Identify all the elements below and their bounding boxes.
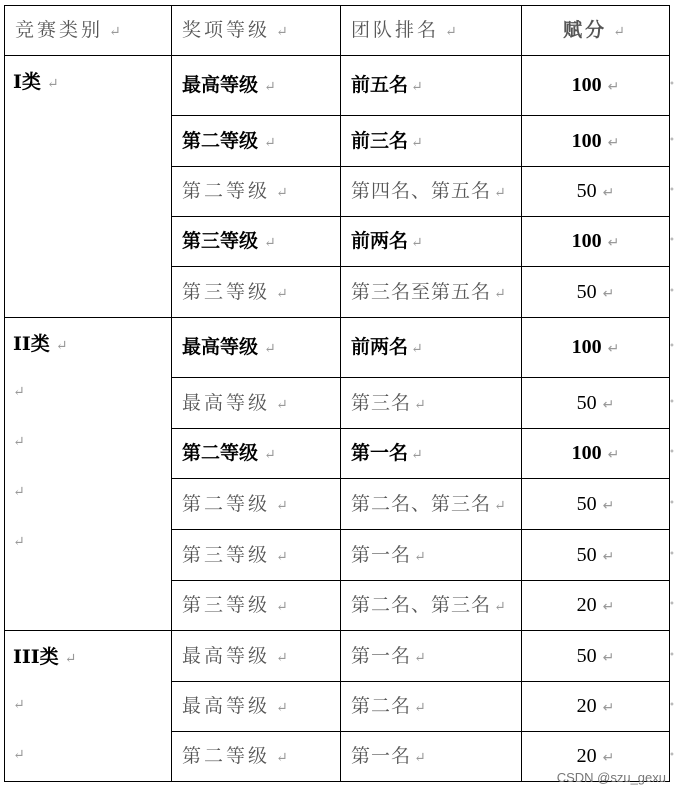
score-value-text: 20 <box>576 594 597 616</box>
return-mark-icon: ↵ <box>607 135 620 151</box>
return-mark-icon: ↵ <box>55 338 68 354</box>
award-level <box>182 543 291 569</box>
header-rank <box>340 5 522 56</box>
return-mark-icon: ↵ <box>264 447 276 463</box>
return-mark-icon: ↵ <box>264 341 276 357</box>
score-value-text: 20 <box>576 745 597 767</box>
header-score-label <box>522 18 669 44</box>
level-cell <box>171 166 341 217</box>
score-value-text: 100 <box>571 129 602 152</box>
score-value <box>522 73 669 100</box>
team-rank-text: 前两名 <box>351 230 409 252</box>
score-value-text: 50 <box>576 280 597 303</box>
return-mark-icon: ↵ <box>411 341 423 357</box>
score-value-text: 50 <box>576 492 597 515</box>
score-cell <box>521 55 670 116</box>
return-mark-icon: ↵ <box>602 186 615 201</box>
score-value-text: 100 <box>571 442 602 464</box>
return-mark-icon: ↵ <box>602 650 615 666</box>
team-rank <box>351 744 427 770</box>
award-level-text: 最高等级 <box>182 644 271 667</box>
return-mark-icon: ↵ <box>13 384 25 400</box>
return-mark-icon: ↵ <box>276 396 291 413</box>
score-value <box>522 335 669 362</box>
return-mark-icon: ↵ <box>64 651 77 667</box>
award-level-text: 最高等级 <box>182 336 259 358</box>
return-mark-icon: ↵ <box>607 80 620 95</box>
level-cell <box>171 478 341 530</box>
return-mark-icon: ↵ <box>109 24 124 40</box>
award-level-text: 第三等级 <box>182 280 271 303</box>
category-label <box>13 645 76 671</box>
award-level-text: 第三等级 <box>182 594 271 616</box>
award-level <box>182 229 276 255</box>
score-value <box>522 492 669 519</box>
category-label-text: I类 <box>13 71 41 93</box>
return-mark-icon: ↵ <box>602 549 615 565</box>
level-cell <box>171 630 341 682</box>
return-mark-icon: ↵ <box>13 747 25 763</box>
award-level-text: 最高等级 <box>182 74 259 96</box>
edge-mark-icon: • <box>669 79 675 90</box>
return-mark-icon: ↵ <box>607 448 620 463</box>
score-value <box>522 644 669 671</box>
header-level-label-text: 奖项等级 <box>182 19 271 41</box>
return-mark-icon: ↵ <box>276 285 291 302</box>
score-cell <box>521 377 670 429</box>
score-cell <box>521 630 670 682</box>
edge-mark-icon: • <box>669 396 675 408</box>
score-cell <box>521 266 670 318</box>
score-value-text: 20 <box>576 695 597 717</box>
award-level-text: 最高等级 <box>182 695 271 717</box>
return-mark-icon: ↵ <box>602 286 615 302</box>
edge-mark-icon: • <box>669 447 675 458</box>
category-label-text: II类 <box>13 333 50 355</box>
rank-cell <box>340 681 522 732</box>
header-rank-label-text: 团队排名 <box>351 19 440 41</box>
score-value <box>522 543 669 570</box>
category-cell <box>4 630 172 782</box>
rank-cell <box>340 478 522 530</box>
return-mark-icon: ↵ <box>411 235 423 251</box>
level-cell <box>171 428 341 479</box>
award-level <box>182 694 291 720</box>
team-rank-text: 第一名 <box>351 644 412 667</box>
rank-cell <box>340 731 522 782</box>
score-value <box>522 593 669 620</box>
header-level-label <box>182 18 291 44</box>
return-mark-icon: ↵ <box>414 750 427 766</box>
score-value <box>522 441 669 468</box>
return-mark-icon: ↵ <box>46 76 59 92</box>
return-mark-icon: ↵ <box>276 548 291 565</box>
score-value <box>522 229 669 256</box>
score-value-text: 100 <box>571 74 602 96</box>
return-mark-icon: ↵ <box>445 24 460 40</box>
team-rank <box>351 229 423 255</box>
team-rank-text: 第三名至第五名 <box>351 280 492 303</box>
team-rank <box>351 593 507 619</box>
team-rank <box>351 73 423 99</box>
level-cell <box>171 731 341 782</box>
score-cell <box>521 166 670 217</box>
return-mark-icon: ↵ <box>602 701 615 716</box>
category-label-text: III类 <box>13 646 59 668</box>
award-level-text: 第三等级 <box>182 543 271 566</box>
return-mark-icon: ↵ <box>13 484 25 500</box>
rank-cell <box>340 580 522 631</box>
level-cell <box>171 216 341 267</box>
rank-cell <box>340 428 522 479</box>
edge-mark-icon: • <box>669 599 675 610</box>
return-mark-icon: ↵ <box>602 397 615 413</box>
return-mark-icon: ↵ <box>613 24 628 40</box>
return-mark-icon: ↵ <box>411 79 423 95</box>
award-level-text: 第二等级 <box>182 745 271 767</box>
category-label <box>13 70 59 96</box>
award-level-text: 第三等级 <box>182 230 259 252</box>
category-label <box>13 332 68 358</box>
score-value-text: 50 <box>576 391 597 414</box>
category-cell <box>4 55 172 318</box>
return-mark-icon: ↵ <box>494 599 507 615</box>
score-value <box>522 129 669 156</box>
return-mark-icon: ↵ <box>414 649 427 666</box>
header-score <box>521 5 670 56</box>
edge-mark-icon: • <box>669 700 675 711</box>
rank-cell <box>340 166 522 217</box>
rank-cell <box>340 630 522 682</box>
return-mark-icon: ↵ <box>411 134 423 151</box>
team-rank-text: 前三名 <box>351 129 409 152</box>
rank-cell <box>340 266 522 318</box>
score-value-text: 50 <box>576 644 597 667</box>
team-rank <box>351 391 427 417</box>
return-mark-icon: ↵ <box>602 600 615 615</box>
edge-mark-icon: • <box>669 185 675 196</box>
team-rank-text: 前两名 <box>351 336 409 358</box>
team-rank-text: 第三名 <box>351 391 412 414</box>
team-rank <box>351 543 427 569</box>
score-value <box>522 280 669 307</box>
header-score-label-text: 赋分 <box>563 19 608 41</box>
award-level <box>182 335 276 361</box>
score-value <box>522 179 669 206</box>
team-rank-text: 第二名、第三名 <box>351 492 492 515</box>
return-mark-icon: ↵ <box>411 447 423 463</box>
return-mark-icon: ↵ <box>414 396 427 413</box>
level-cell <box>171 681 341 732</box>
award-level <box>182 391 291 417</box>
return-mark-icon: ↵ <box>494 285 507 302</box>
return-mark-icon: ↵ <box>276 497 291 514</box>
score-cell <box>521 478 670 530</box>
return-mark-icon: ↵ <box>276 649 291 666</box>
award-level <box>182 129 276 155</box>
team-rank-text: 第四名、第五名 <box>351 180 492 202</box>
edge-mark-icon: • <box>669 134 675 146</box>
level-cell <box>171 317 341 378</box>
score-cell <box>521 115 670 167</box>
score-cell <box>521 529 670 581</box>
team-rank <box>351 694 427 720</box>
level-cell <box>171 529 341 581</box>
score-value-text: 50 <box>576 180 597 202</box>
rank-cell <box>340 216 522 267</box>
return-mark-icon: ↵ <box>276 700 291 716</box>
return-mark-icon: ↵ <box>13 697 25 713</box>
team-rank <box>351 280 507 306</box>
award-level <box>182 492 291 518</box>
watermark: CSDN @szu_gexu <box>556 770 666 785</box>
award-level-text: 第二等级 <box>182 129 259 152</box>
score-value <box>522 694 669 721</box>
return-mark-icon: ↵ <box>602 498 615 514</box>
level-cell <box>171 55 341 116</box>
edge-mark-icon: • <box>669 750 675 761</box>
return-mark-icon: ↵ <box>494 185 507 201</box>
edge-mark-icon: • <box>669 497 675 509</box>
award-level <box>182 280 291 306</box>
return-mark-icon: ↵ <box>602 751 615 766</box>
team-rank-text: 第一名 <box>351 442 409 464</box>
return-mark-icon: ↵ <box>607 342 620 357</box>
category-cell <box>4 317 172 631</box>
return-mark-icon: ↵ <box>276 185 291 201</box>
return-mark-icon: ↵ <box>276 599 291 615</box>
award-level <box>182 179 291 205</box>
level-cell <box>171 580 341 631</box>
award-level <box>182 73 276 99</box>
edge-mark-icon: • <box>669 548 675 560</box>
team-rank <box>351 335 423 361</box>
header-category-label <box>15 18 124 44</box>
rank-cell <box>340 529 522 581</box>
return-mark-icon: ↵ <box>13 534 25 550</box>
score-value-text: 50 <box>576 543 597 566</box>
award-level-text: 第二等级 <box>182 492 271 515</box>
award-level <box>182 441 276 467</box>
award-level <box>182 593 291 619</box>
score-cell <box>521 216 670 267</box>
edge-mark-icon: • <box>669 235 675 246</box>
return-mark-icon: ↵ <box>414 700 427 716</box>
return-mark-icon: ↵ <box>276 750 291 766</box>
edge-mark-icon: • <box>669 341 675 352</box>
team-rank-text: 第一名 <box>351 745 412 767</box>
score-value <box>522 391 669 418</box>
team-rank <box>351 179 507 205</box>
level-cell <box>171 377 341 429</box>
score-value-text: 100 <box>571 230 602 252</box>
score-cell <box>521 428 670 479</box>
team-rank <box>351 492 507 518</box>
return-mark-icon: ↵ <box>13 434 25 450</box>
header-level <box>171 5 341 56</box>
team-rank-text: 前五名 <box>351 74 409 96</box>
rank-cell <box>340 317 522 378</box>
header-rank-label <box>351 18 460 44</box>
rank-cell <box>340 377 522 429</box>
header-category <box>4 5 172 56</box>
team-rank <box>351 644 427 670</box>
level-cell <box>171 266 341 318</box>
return-mark-icon: ↵ <box>264 235 276 251</box>
edge-mark-icon: • <box>669 285 675 297</box>
score-value <box>522 744 669 771</box>
score-cell <box>521 580 670 631</box>
rank-cell <box>340 115 522 167</box>
return-mark-icon: ↵ <box>276 24 291 40</box>
team-rank-text: 第二名 <box>351 695 412 717</box>
return-mark-icon: ↵ <box>264 134 276 151</box>
team-rank <box>351 129 423 155</box>
return-mark-icon: ↵ <box>607 236 620 251</box>
return-mark-icon: ↵ <box>494 497 507 514</box>
team-rank-text: 第二名、第三名 <box>351 594 492 616</box>
return-mark-icon: ↵ <box>264 79 276 95</box>
award-level <box>182 644 291 670</box>
score-cell <box>521 317 670 378</box>
team-rank-text: 第一名 <box>351 543 412 566</box>
award-level <box>182 744 291 770</box>
level-cell <box>171 115 341 167</box>
award-level-text: 第二等级 <box>182 442 259 464</box>
return-mark-icon: ↵ <box>414 548 427 565</box>
score-cell <box>521 681 670 732</box>
edge-mark-icon: • <box>669 649 675 661</box>
score-value-text: 100 <box>571 336 602 358</box>
team-rank <box>351 441 423 467</box>
award-level-text: 最高等级 <box>182 391 271 414</box>
rank-cell <box>340 55 522 116</box>
header-category-label-text: 竞赛类别 <box>15 19 104 41</box>
award-level-text: 第二等级 <box>182 180 271 202</box>
